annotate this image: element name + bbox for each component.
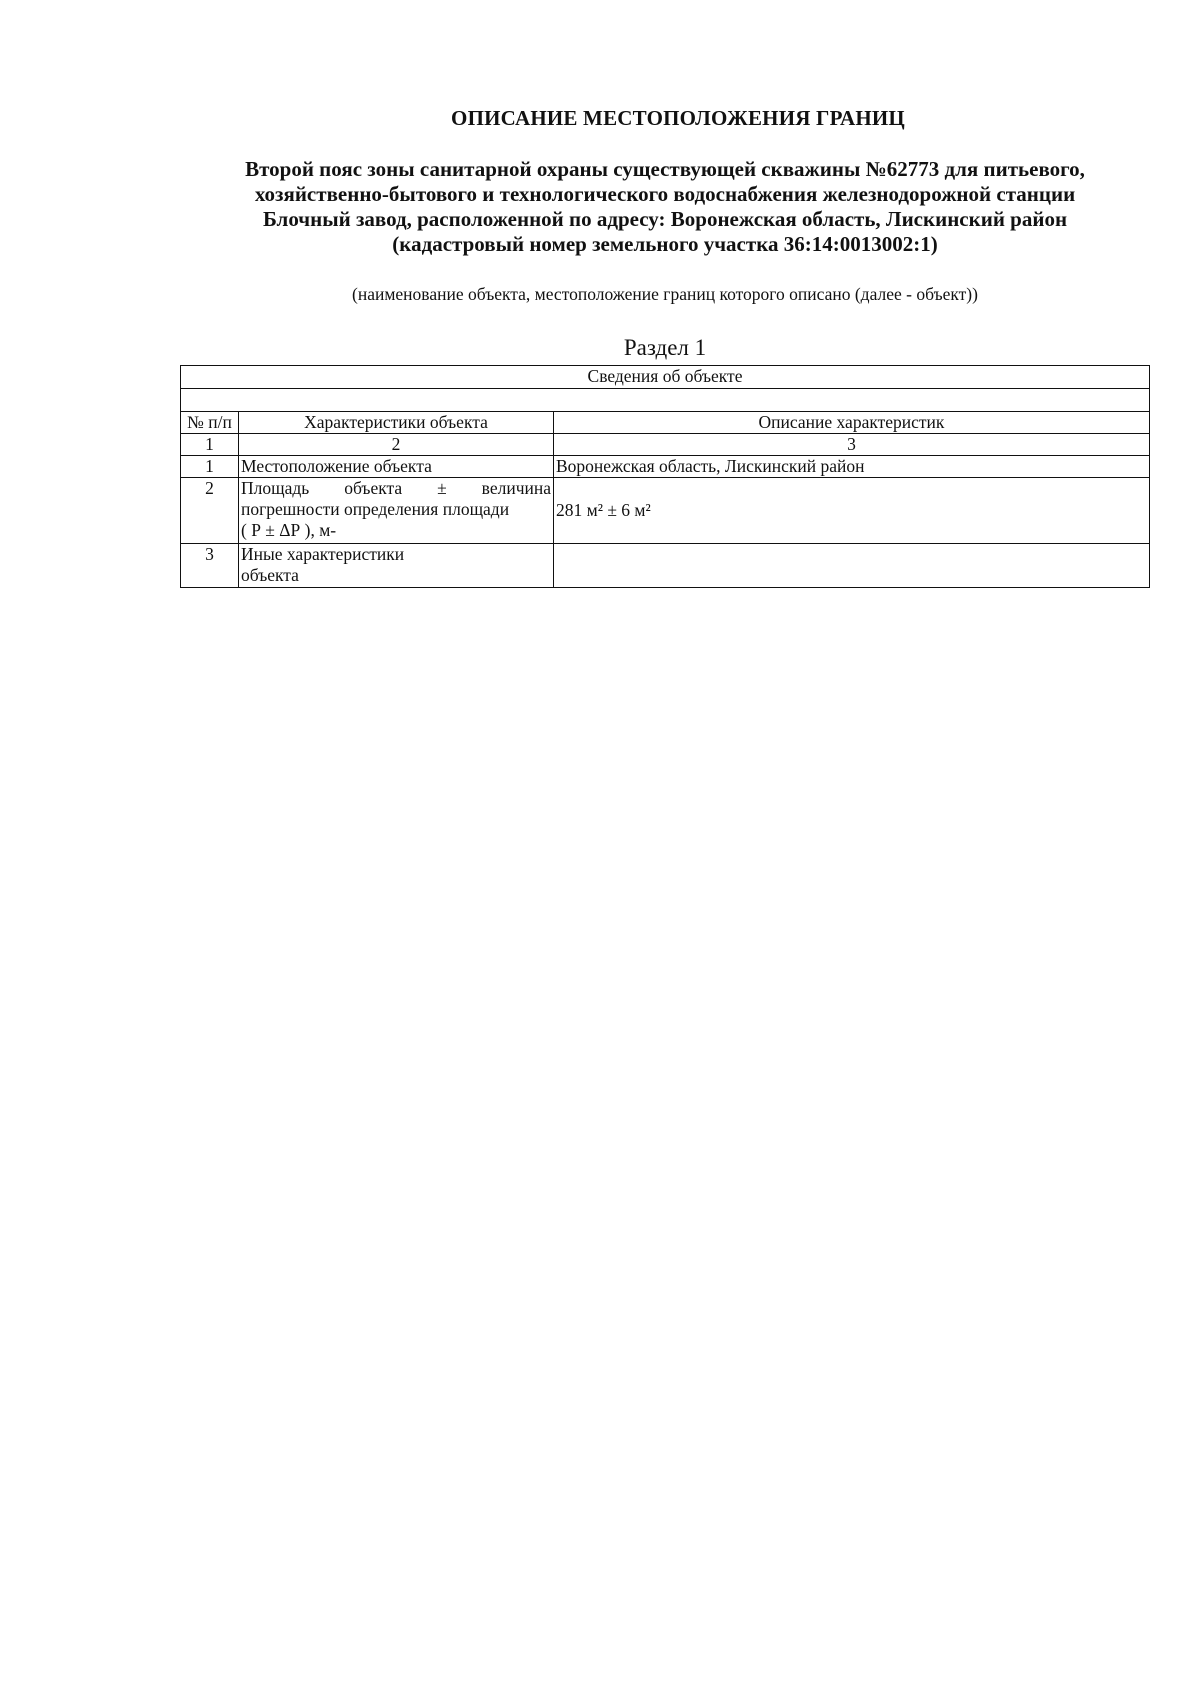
row-characteristic <box>239 544 554 588</box>
row-description <box>554 544 1150 588</box>
characteristic-line: объекта <box>241 565 299 585</box>
object-name-line-2: хозяйственно-бытового и технологического водоснабжения железнодорожной станции <box>254 182 1076 206</box>
characteristic-line: Местоположение объекта <box>241 456 432 476</box>
object-name <box>200 157 1130 257</box>
table-empty-row <box>181 389 1150 412</box>
column-headers-row <box>181 412 1150 434</box>
column-number-2: 2 <box>239 434 554 456</box>
characteristic-line: Иные характеристики <box>241 544 405 564</box>
document-title: ОПИСАНИЕ МЕСТОПОЛОЖЕНИЯ ГРАНИЦ <box>451 106 905 130</box>
object-name-line-1: Второй пояс зоны санитарной охраны существующей скважины №62773 для питьевого, <box>245 157 1085 181</box>
table-header: Сведения об объекте <box>181 366 1150 389</box>
object-name-line-4: (кадастровый номер земельного участка 36:14:0013002:1) <box>392 232 938 256</box>
row-description: 281 м² ± 6 м² <box>554 478 1150 544</box>
object-name-line-3: Блочный завод, расположенной по адресу: Воронежская область, Лискинский район <box>262 207 1068 231</box>
section-title: Раздел 1 <box>623 335 707 360</box>
column-header-characteristic: Характеристики объекта <box>239 412 554 434</box>
column-header-num: № п/п <box>181 412 239 434</box>
table-empty-cell <box>181 389 1150 412</box>
characteristic-line: погрешности определения площади <box>241 499 510 519</box>
row-description: Воронежская область, Лискинский район <box>554 456 1150 478</box>
characteristic-line: ( Р ± ΔР ), м- <box>241 520 337 540</box>
characteristic-line: Площадь объекта ± величина <box>241 478 551 498</box>
table-row <box>181 544 1150 588</box>
object-info-table <box>180 365 1150 588</box>
row-characteristic <box>239 456 554 478</box>
table-row <box>181 456 1150 478</box>
row-number: 3 <box>181 544 239 588</box>
row-number: 1 <box>181 456 239 478</box>
column-number-1: 1 <box>181 434 239 456</box>
object-caption: (наименование объекта, местоположение границ которого описано (далее - объект)) <box>352 284 978 304</box>
row-characteristic <box>239 478 554 544</box>
table-row <box>181 478 1150 544</box>
column-header-description: Описание характеристик <box>554 412 1150 434</box>
row-number: 2 <box>181 478 239 544</box>
column-numbers-row <box>181 434 1150 456</box>
column-number-3: 3 <box>554 434 1150 456</box>
table-header-row <box>181 366 1150 389</box>
